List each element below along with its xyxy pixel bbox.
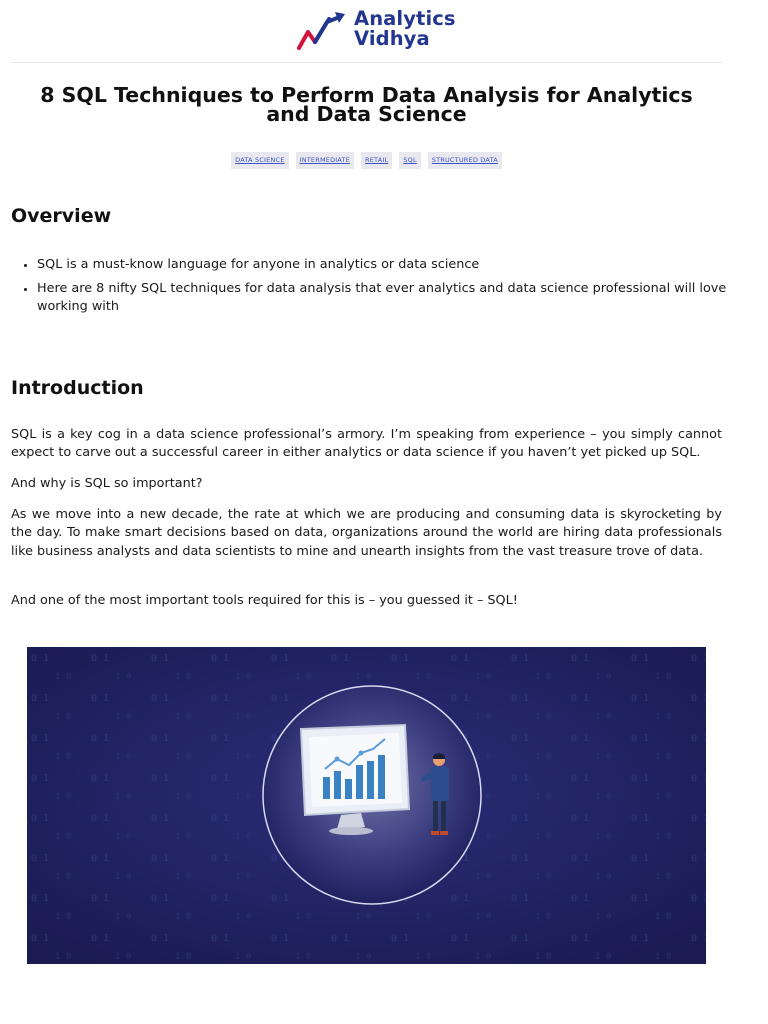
intro-paragraph-3: As we move into a new decade, the rate at which we are producing and consuming data is skyrocketing by the day. To make smart decisions based on data, organizations around the world are hiring data professionals like business analysts and data scientists to mine and unearth insights from the vast treasure trove of data.: [11, 507, 722, 559]
tag-list: [0, 152, 733, 169]
monitor-chart-with-analyst-icon: [27, 647, 706, 964]
overview-heading: Overview: [11, 205, 112, 227]
analytics-vidhya-logo[interactable]: [297, 9, 467, 55]
list-item: • Here are 8 nifty SQL techniques for data analysis that ever analytics and data science professional will love working with: [37, 280, 749, 316]
logo-wordmark: [354, 9, 456, 49]
logo-line-2: Vidhya: [354, 27, 430, 50]
list-item: • SQL is a must-know language for anyone in analytics or data science: [37, 256, 749, 274]
overview-list: [11, 256, 749, 323]
article-title: 8 SQL Techniques to Perform Data Analysis for Analytics and Data Science: [40, 83, 693, 126]
intro-paragraph-2: And why is SQL so important?: [11, 476, 203, 491]
intro-paragraph-4: And one of the most important tools required for this is – you guessed it – SQL!: [11, 593, 518, 608]
intro-paragraph-1: SQL is a key cog in a data science professional’s armory. I’m speaking from experience – you simply cannot expect to carve out a successful career in either analytics or data science if you haven’t yet picked up SQL.: [11, 427, 722, 461]
tag-data-science[interactable]: DATA SCIENCE: [231, 152, 288, 169]
tag-intermediate[interactable]: INTERMEDIATE: [296, 152, 354, 169]
logo-line-1: Analytics: [354, 7, 456, 30]
trend-arrow-icon: [297, 12, 347, 52]
tag-structured-data[interactable]: STRUCTURED DATA: [428, 152, 502, 169]
introduction-heading: Introduction: [11, 377, 144, 399]
hero-image: [27, 647, 706, 964]
tag-sql[interactable]: SQL: [399, 152, 420, 169]
site-header: [11, 0, 723, 63]
tag-retail[interactable]: RETAIL: [361, 152, 392, 169]
